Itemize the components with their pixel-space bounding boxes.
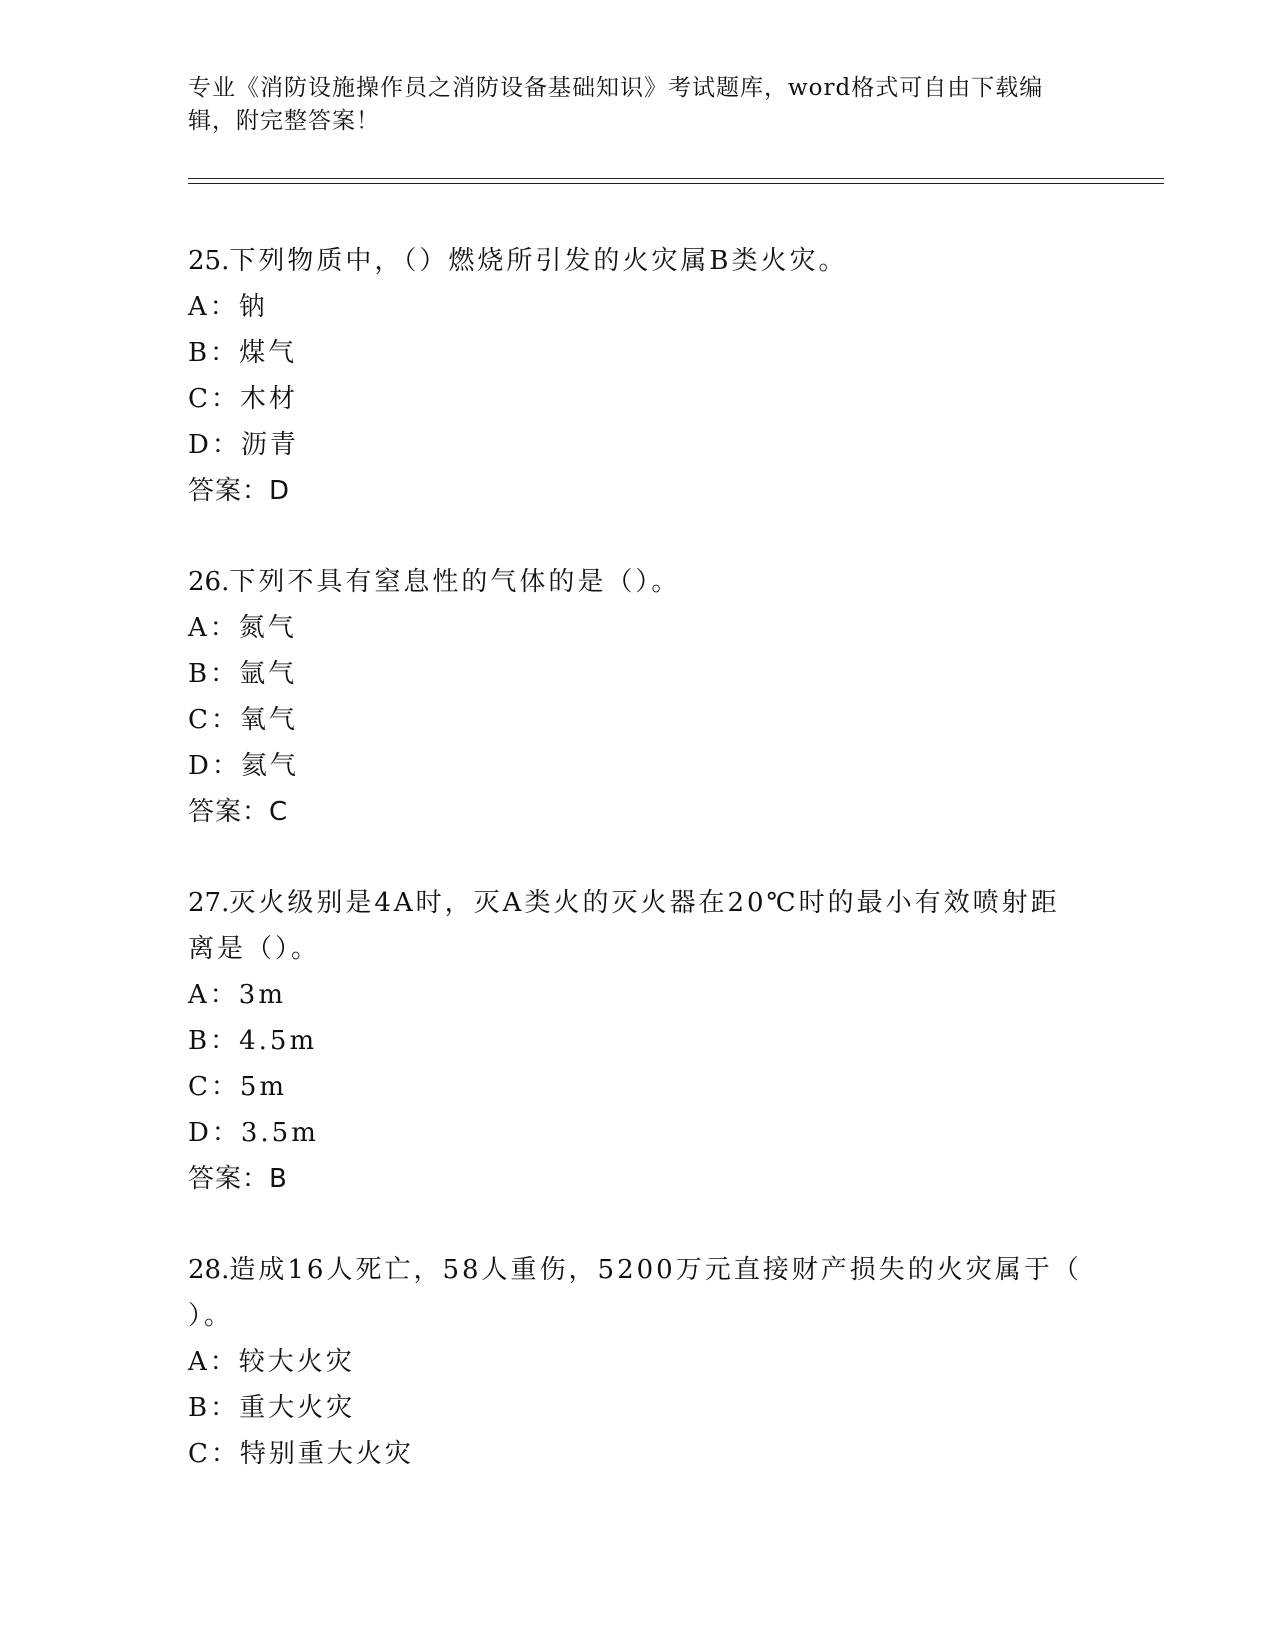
answer-line: 答案：B	[188, 1164, 288, 1194]
question-25	[188, 238, 1088, 514]
question-stem	[188, 1247, 1088, 1293]
question-text: 下列不具有窒息性的气体的是（）。	[229, 567, 681, 597]
answer-line: 答案：C	[188, 797, 289, 827]
option-a: A：3m	[188, 980, 286, 1010]
document-header	[188, 72, 1068, 138]
question-stem-continued: ）。	[188, 1301, 234, 1331]
option-b: B：氩气	[188, 659, 298, 689]
question-number: 25.	[188, 246, 230, 276]
option-c: C：氧气	[188, 705, 298, 735]
option-c: C：特别重大火灾	[188, 1439, 414, 1469]
question-stem	[188, 559, 1088, 605]
header-line-2: 辑，附完整答案！	[188, 108, 380, 134]
question-28	[188, 1247, 1088, 1477]
question-stem	[188, 880, 1088, 926]
option-c: C：木材	[188, 384, 298, 414]
question-stem	[188, 238, 1088, 284]
option-d: D：沥青	[188, 430, 299, 460]
header-divider-bottom	[188, 183, 1164, 184]
option-a: A：较大火灾	[188, 1347, 355, 1377]
question-27	[188, 880, 1088, 1202]
answer-line: 答案：D	[188, 476, 291, 506]
option-d: D：3.5m	[188, 1118, 319, 1148]
header-line-1: 专业《消防设施操作员之消防设备基础知识》考试题库，word格式可自由下载编	[188, 75, 1044, 101]
option-a: A：钠	[188, 292, 268, 322]
option-b: B：重大火灾	[188, 1393, 356, 1423]
question-number: 28.	[188, 1255, 230, 1285]
question-stem-continued: 离是（）。	[188, 934, 321, 964]
question-text: 造成16人死亡，58人重伤，5200万元直接财产损失的火灾属于（	[229, 1255, 1082, 1285]
option-d: D：氦气	[188, 751, 299, 781]
question-list	[188, 238, 1088, 1522]
question-text: 灭火级别是4A时，灭A类火的灭火器在20℃时的最小有效喷射距	[229, 888, 1060, 918]
option-b: B：4.5m	[188, 1026, 318, 1056]
option-c: C：5m	[188, 1072, 288, 1102]
option-a: A：氮气	[188, 613, 297, 643]
question-number: 27.	[188, 888, 230, 918]
question-number: 26.	[188, 567, 230, 597]
header-divider-top	[188, 178, 1164, 179]
question-text: 下列物质中，（）燃烧所引发的火灾属B类火灾。	[229, 246, 848, 276]
option-b: B：煤气	[188, 338, 298, 368]
question-26	[188, 559, 1088, 835]
